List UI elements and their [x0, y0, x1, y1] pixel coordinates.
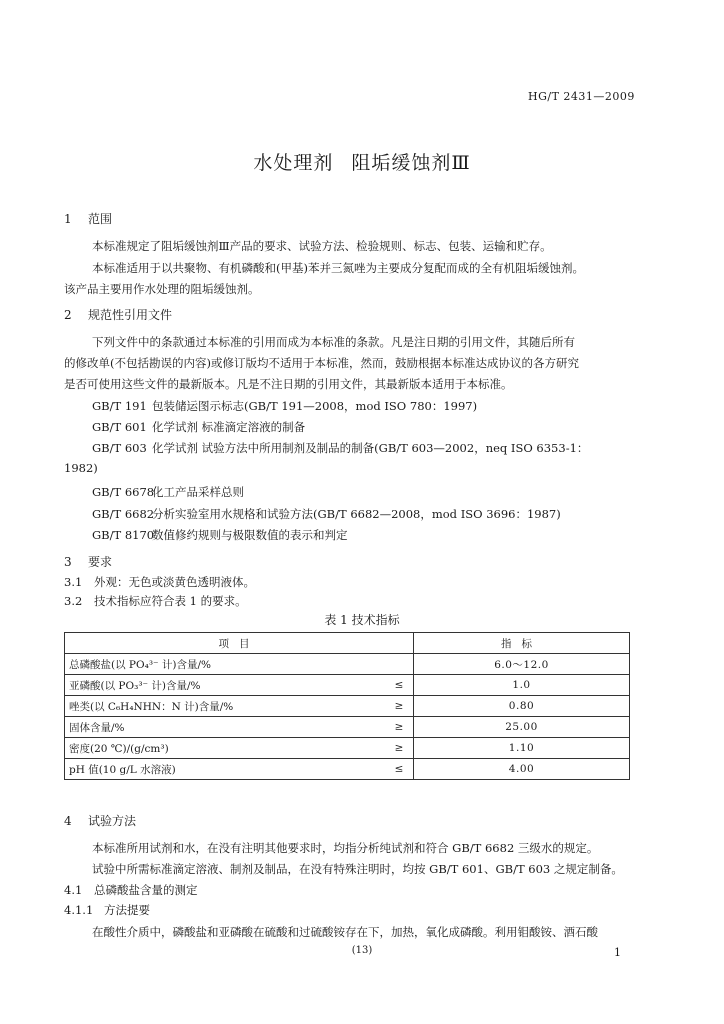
reference-item: [92, 527, 348, 543]
section-title: 规范性引用文件: [88, 308, 173, 322]
paragraph: 本标准适用于以共聚物、有机磷酸和(甲基)苯并三氮唑为主要成分复配而成的全有机阻垢缓蚀剂。: [92, 261, 584, 275]
reference-title: 化学试剂 标准滴定溶液的制备: [152, 420, 306, 434]
reference-title: 数值修约规则与极限数值的表示和判定: [152, 528, 348, 542]
reference-title: 化学试剂 试验方法中所用制剂及制品的制备(GB/T 603—2002，neq ISO 6353-1：: [152, 441, 589, 455]
reference-code: GB/T 6682: [92, 507, 155, 521]
reference-item: [92, 506, 561, 522]
row-value: 25.00: [414, 717, 630, 738]
subsubsection-title: 方法提要: [104, 903, 150, 917]
paragraph-line: 试验中所需标准滴定溶液、制剂及制品，在没有特殊注明时，均按 GB/T 601、GB/T 603 之规定制备。: [92, 862, 623, 876]
row-value: 1.10: [414, 738, 630, 759]
section-3-heading: [64, 553, 112, 570]
document-title: [0, 148, 724, 175]
section-number: 1: [64, 212, 72, 226]
reference-title: 化工产品采样总则: [152, 485, 244, 499]
table-header-row: [65, 633, 630, 654]
paragraph: 该产品主要用作水处理的阻垢缓蚀剂。: [64, 282, 260, 296]
section-1-heading: [64, 210, 112, 227]
row-item: pH 值(10 g/L 水溶液): [65, 759, 386, 780]
header-value: 指标: [414, 633, 630, 654]
table-row: [65, 696, 630, 717]
subsection-title: 总磷酸盐含量的测定: [94, 883, 198, 897]
section-title: 范围: [88, 212, 113, 226]
row-item: 亚磷酸(以 PO₃³⁻ 计)含量/%: [65, 675, 386, 696]
page-number: 1: [614, 946, 621, 959]
section-title: 试验方法: [88, 814, 137, 828]
reference-continuation: 1982): [64, 461, 98, 475]
row-item: 唑类(以 C₆H₄NHN：N 计)含量/%: [65, 696, 386, 717]
requirement-item: [64, 593, 247, 609]
row-operator: [385, 654, 414, 675]
row-value: 0.80: [414, 696, 630, 717]
header-item: 项目: [65, 633, 414, 654]
section-number: 3: [64, 555, 72, 569]
paragraph-line: 的修改单(不包括勘误的内容)或修订版均不适用于本标准，然而，鼓励根据本标准达成协议的各方研究: [64, 356, 579, 370]
subsection-number: 4.1: [64, 883, 83, 897]
reference-code: GB/T 8170: [92, 528, 155, 542]
reference-item: [92, 440, 588, 456]
item-number: 3.2: [64, 594, 83, 608]
row-operator: ≥: [385, 696, 414, 717]
spec-table: [64, 632, 630, 780]
section-number: 2: [64, 308, 72, 322]
table-row: [65, 675, 630, 696]
paragraph-line: 下列文件中的条款通过本标准的引用而成为本标准的条款。凡是注日期的引用文件，其随后所有: [92, 335, 575, 349]
title-sub: 阻垢缓蚀剂Ⅲ: [351, 152, 471, 174]
reference-item: [92, 484, 244, 500]
paragraph-line: 在酸性介质中，磷酸盐和亚磷酸在硫酸和过硫酸铵存在下，加热，氧化成磷酸。利用钼酸铵、酒石酸: [92, 925, 598, 939]
row-item: 总磷酸盐(以 PO₄³⁻ 计)含量/%: [65, 654, 386, 675]
subsection-heading: [64, 882, 198, 898]
item-number: 3.1: [64, 575, 83, 589]
reference-item: [92, 398, 477, 414]
reference-code: GB/T 603: [92, 441, 147, 455]
row-value: 4.00: [414, 759, 630, 780]
subsubsection-number: 4.1.1: [64, 903, 94, 917]
section-title: 要求: [88, 555, 113, 569]
table-row: [65, 654, 630, 675]
table-caption: 表 1 技术指标: [324, 613, 400, 627]
paragraph-line: 是否可使用这些文件的最新版本。凡是不注日期的引用文件，其最新版本适用于本标准。: [64, 377, 513, 391]
reference-code: GB/T 601: [92, 420, 147, 434]
reference-code: GB/T 191: [92, 399, 147, 413]
standard-code: HG/T 2431—2009: [528, 90, 635, 103]
row-item: 固体含量/%: [65, 717, 386, 738]
row-item: 密度(20 ℃)/(g/cm³): [65, 738, 386, 759]
row-value: 6.0～12.0: [414, 654, 630, 675]
requirement-item: [64, 574, 255, 590]
section-2-heading: [64, 306, 172, 323]
page-label: (13): [351, 945, 373, 956]
reference-title: 包装储运图示标志(GB/T 191—2008，mod ISO 780：1997): [152, 399, 478, 413]
row-value: 1.0: [414, 675, 630, 696]
table-row: [65, 738, 630, 759]
reference-item: [92, 419, 305, 435]
table-row: [65, 717, 630, 738]
row-operator: ≥: [385, 738, 414, 759]
table-row: [65, 759, 630, 780]
row-operator: ≤: [385, 759, 414, 780]
row-operator: ≤: [385, 675, 414, 696]
row-operator: ≥: [385, 717, 414, 738]
paragraph-line: 本标准所用试剂和水，在没有注明其他要求时，均指分析纯试剂和符合 GB/T 6682 三级水的规定。: [92, 841, 599, 855]
reference-code: GB/T 6678: [92, 485, 155, 499]
paragraph: 本标准规定了阻垢缓蚀剂Ⅲ产品的要求、试验方法、检验规则、标志、包装、运输和贮存。: [92, 239, 552, 253]
reference-title: 分析实验室用水规格和试验方法(GB/T 6682—2008，mod ISO 3696：1987): [152, 507, 561, 521]
title-main: 水处理剂: [253, 152, 334, 174]
subsubsection-heading: [64, 902, 150, 918]
item-text: 外观：无色或淡黄色透明液体。: [94, 575, 255, 589]
section-4-heading: [64, 812, 136, 829]
item-text: 技术指标应符合表 1 的要求。: [94, 594, 247, 608]
section-number: 4: [64, 814, 72, 828]
